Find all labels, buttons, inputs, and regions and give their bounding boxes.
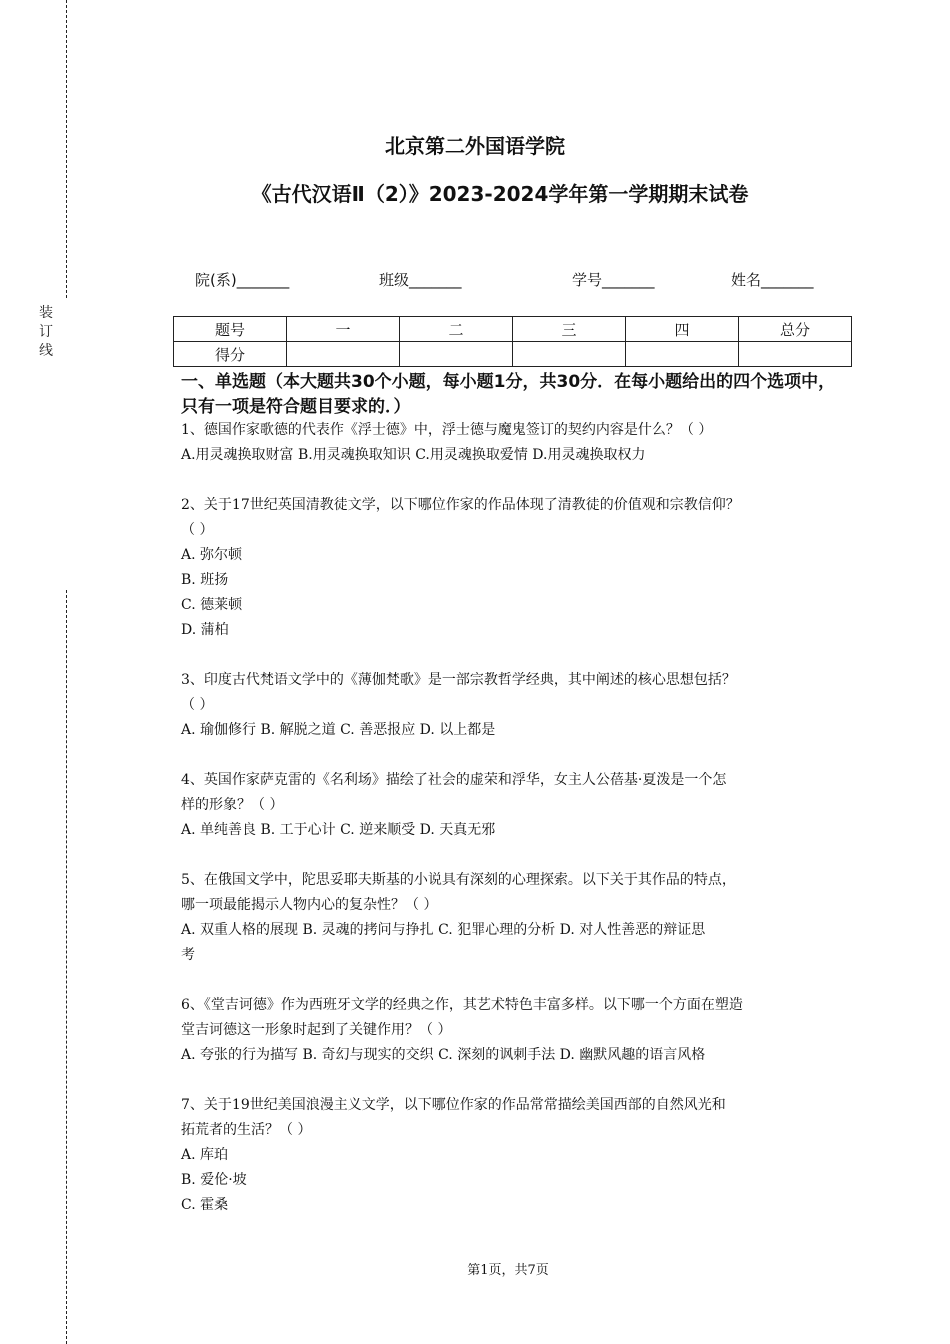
question-3-text: 3、印度古代梵语文学中的《薄伽梵歌》是一部宗教哲学经典，其中阐述的核心思想包括？ [181,672,736,688]
question-3-text-cont: （ ） [181,697,214,713]
student-id-field[interactable]: 学号_______ [572,271,655,289]
question-7-text: 7、关于19世纪美国浪漫主义文学，以下哪位作家的作品常常描绘美国西部的自然风光和 [181,1097,726,1113]
student-info-row [0,269,950,291]
score-cell[interactable] [513,342,626,367]
binding-dashed-line-bottom [66,590,67,1344]
question-5-options-cont: 考 [181,947,195,963]
question-4-text: 4、英国作家萨克雷的《名利场》描绘了社会的虚荣和浮华，女主人公蓓基·夏泼是一个怎 [181,772,727,788]
question-5-options: A. 双重人格的展现 B. 灵魂的拷问与挣扎 C. 犯罪心理的分析 D. 对人性善恶的辩证思 [181,922,706,938]
question-3-options: A. 瑜伽修行 B. 解脱之道 C. 善恶报应 D. 以上都是 [181,722,496,738]
question-6-text: 6、《堂吉诃德》作为西班牙文学的经典之作，其艺术特色丰富多样。以下哪一个方面在塑造 [181,997,743,1013]
score-table-header-cell: 三 [513,317,626,342]
score-table [173,316,852,367]
score-table-header-row [174,317,852,342]
question-2-option: C. 德莱顿 [181,597,243,613]
question-5-text: 5、在俄国文学中，陀思妥耶夫斯基的小说具有深刻的心理探索。以下关于其作品的特点， [181,872,736,888]
name-field[interactable]: 姓名_______ [731,271,814,289]
question-4-text-cont: 样的形象？（ ） [181,797,284,813]
question-5-text-cont: 哪一项最能揭示人物内心的复杂性？（ ） [181,897,438,913]
score-table-header-cell: 题号 [174,317,287,342]
score-table-header-cell: 四 [626,317,739,342]
question-4-options: A. 单纯善良 B. 工于心计 C. 逆来顺受 D. 天真无邪 [181,822,496,838]
score-table-header-cell: 一 [287,317,400,342]
score-cell[interactable] [739,342,852,367]
score-table-score-row [174,342,852,367]
question-6-text-cont: 堂吉诃德这一形象时起到了关键作用？（ ） [181,1022,452,1038]
class-field[interactable]: 班级_______ [379,271,462,289]
department-field[interactable]: 院(系)_______ [195,271,290,289]
question-2-option: D. 蒲柏 [181,622,229,638]
question-2-option: B. 班扬 [181,572,229,588]
exam-title: 《古代汉语Ⅱ（2）》2023-2024学年第一学期期末试卷 [251,182,749,206]
score-table-header-cell: 总分 [739,317,852,342]
score-table-header-cell: 二 [400,317,513,342]
question-1-text: 1、德国作家歌德的代表作《浮士德》中，浮士德与魔鬼签订的契约内容是什么？（ ） [181,422,713,438]
question-7-option: C. 霍桑 [181,1197,229,1213]
question-6-options: A. 夸张的行为描写 B. 奇幻与现实的交织 C. 深刻的讽刺手法 D. 幽默风趣的语言风格 [181,1047,706,1063]
score-row-label: 得分 [174,342,287,367]
section-1-heading: 一、单选题（本大题共30个小题，每小题1分，共30分．在每小题给出的四个选项中，只有一项是符合题目要求的．） [181,372,836,417]
question-7-text-cont: 拓荒者的生活？（ ） [181,1122,312,1138]
score-cell[interactable] [626,342,739,367]
score-cell[interactable] [287,342,400,367]
page-footer: 第1页，共7页 [467,1263,549,1278]
school-name: 北京第二外国语学院 [385,134,565,158]
question-1-options: A.用灵魂换取财富 B.用灵魂换取知识 C.用灵魂换取爱情 D.用灵魂换取权力 [181,447,646,463]
binding-line-label [37,304,55,361]
score-cell[interactable] [400,342,513,367]
question-2-text-cont: （ ） [181,522,214,538]
binding-char: 订 [39,324,53,340]
question-2-option: A. 弥尔顿 [181,547,243,563]
question-2-text: 2、关于17世纪英国清教徒文学，以下哪位作家的作品体现了清教徒的价值观和宗教信仰？ [181,497,740,513]
question-7-option: A. 库珀 [181,1147,229,1163]
binding-char: 线 [39,343,53,359]
question-7-option: B. 爱伦·坡 [181,1172,247,1188]
binding-char: 装 [39,305,53,321]
